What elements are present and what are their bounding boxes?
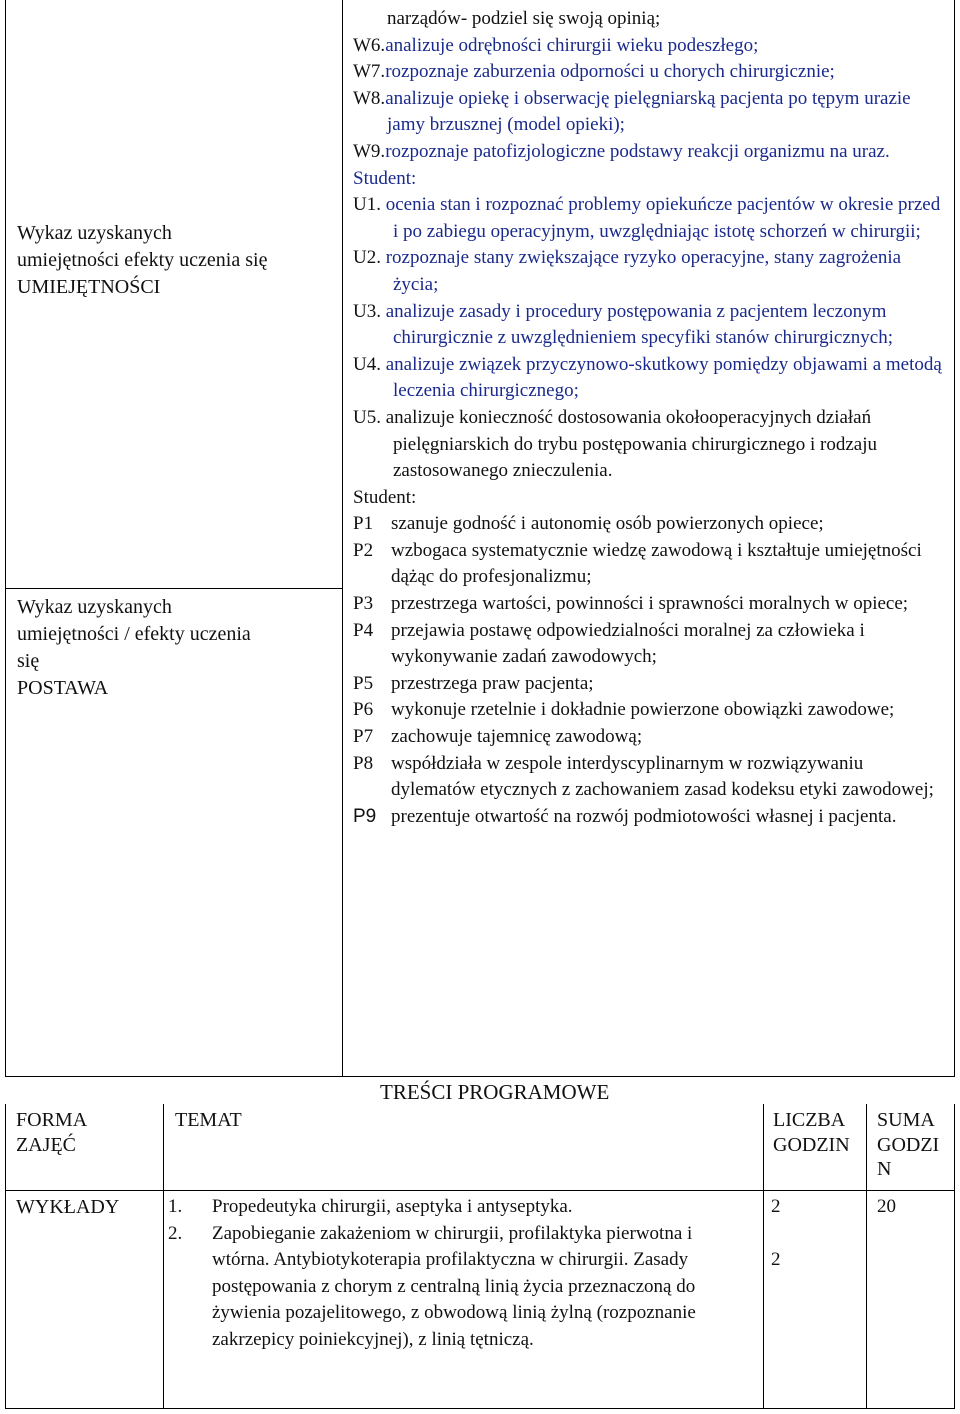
knowledge-text: rozpoznaje patofizjologiczne podstawy reakcji organizmu na uraz. bbox=[385, 140, 890, 162]
skill-code: U3. bbox=[353, 300, 381, 322]
table-border-left bbox=[5, 0, 6, 1076]
row-sum: 20 bbox=[877, 1196, 896, 1217]
header-suma: SUMA GODZIN bbox=[877, 1109, 940, 1180]
attitude-item bbox=[353, 618, 943, 671]
table-border-middle bbox=[342, 0, 343, 1076]
attitude-text: współdziała w zespole interdyscyplinarnym w rozwiązywaniu dylematów etycznych z zachowaniem zasad kodeksu etyki zawodowej; bbox=[391, 752, 934, 801]
attitude-item bbox=[353, 591, 943, 618]
postawa-label bbox=[17, 594, 337, 702]
skill-code: U1. bbox=[353, 194, 381, 216]
lower-border-temat bbox=[763, 1104, 764, 1408]
attitude-text: szanuje godność i autonomię osób powierzonych opiece; bbox=[391, 513, 824, 535]
lower-border-liczba bbox=[866, 1104, 867, 1408]
label-line: UMIEJĘTNOŚCI bbox=[17, 276, 161, 298]
student-label: Student: bbox=[353, 486, 417, 508]
knowledge-code: W7. bbox=[353, 61, 386, 83]
attitude-item bbox=[353, 671, 943, 698]
attitude-item bbox=[353, 697, 943, 724]
attitude-text: przestrzega wartości, powinności i sprawności moralnych w opiece; bbox=[391, 593, 909, 615]
row-forma: WYKŁADY bbox=[16, 1196, 120, 1218]
attitude-text: zachowuje tajemnicę zawodową; bbox=[391, 726, 643, 748]
attitude-code: P8 bbox=[353, 752, 374, 774]
skill-text: analizuje konieczność dostosowania okołooperacyjnych działań pielęgniarskich do trybu postępowania chirurgicznego i rodzaju zastosowanego znieczulenia. bbox=[385, 406, 877, 482]
header-forma: FORMA ZAJĘĆ bbox=[16, 1109, 87, 1156]
topic-number: 2. bbox=[168, 1222, 183, 1244]
table-border-bottom bbox=[5, 1076, 955, 1077]
skill-item bbox=[353, 299, 943, 352]
program-title: TREŚCI PROGRAMOWE bbox=[380, 1080, 610, 1104]
topics-list bbox=[168, 1194, 738, 1354]
attitude-text: przejawia postawę odpowiedzialności moralnej za człowieka i wykonywanie zadań zawodowych; bbox=[391, 619, 865, 668]
attitude-item bbox=[353, 511, 943, 538]
topic-item bbox=[168, 1194, 738, 1221]
lower-border-forma bbox=[163, 1104, 164, 1408]
header-temat: TEMAT bbox=[175, 1109, 242, 1131]
attitude-item bbox=[353, 804, 943, 831]
lower-border-bottom bbox=[5, 1408, 955, 1409]
knowledge-code: W9. bbox=[353, 140, 386, 162]
skill-code: U2. bbox=[353, 247, 381, 269]
lower-header-divider bbox=[5, 1190, 955, 1191]
umiejetnosci-label bbox=[17, 220, 337, 301]
attitude-code: P7 bbox=[353, 726, 374, 748]
lower-border-right bbox=[954, 1104, 955, 1408]
skill-item bbox=[353, 352, 943, 405]
knowledge-text: analizuje odrębności chirurgii wieku podeszłego; bbox=[385, 34, 759, 56]
outcomes-content bbox=[353, 6, 943, 830]
attitude-code: P6 bbox=[353, 699, 374, 721]
attitude-code: P4 bbox=[353, 619, 374, 641]
skill-code: U5. bbox=[353, 406, 381, 428]
row-topics bbox=[168, 1194, 738, 1354]
row-hours-2: 2 bbox=[771, 1249, 781, 1270]
knowledge-text: analizuje opiekę i obserwację pielęgniarską pacjenta po tępym urazie jamy brzusznej (model opieki); bbox=[385, 87, 911, 136]
attitude-code: P2 bbox=[353, 539, 374, 561]
attitude-item bbox=[353, 751, 943, 804]
lower-border-left bbox=[5, 1104, 6, 1408]
label-line: umiejętności efekty uczenia się bbox=[17, 249, 268, 271]
topic-number: 1. bbox=[168, 1196, 183, 1217]
topic-item bbox=[168, 1221, 738, 1354]
attitude-code: P5 bbox=[353, 672, 374, 694]
knowledge-item bbox=[353, 139, 943, 166]
label-line: się bbox=[17, 650, 40, 672]
knowledge-item bbox=[353, 86, 943, 139]
skill-text: analizuje związek przyczynowo-skutkowy pomiędzy objawami a metodą leczenia chirurgicznego; bbox=[385, 353, 942, 402]
attitudes-list bbox=[353, 511, 943, 830]
attitude-text: wykonuje rzetelnie i dokładnie powierzone obowiązki zawodowe; bbox=[391, 699, 895, 721]
skill-text: ocenia stan i rozpoznać problemy opiekuńcze pacjentów w okresie przed i po zabiegu operacyjnym, uwzględniając istotę schorzeń w chirurgii; bbox=[385, 194, 941, 242]
skill-item bbox=[353, 405, 943, 485]
topic-text: Propedeutyka chirurgii, aseptyka i antyseptyka. bbox=[212, 1196, 573, 1217]
attitude-text: prezentuje otwartość na rozwój podmiotowości własnej i pacjenta. bbox=[391, 805, 897, 827]
attitude-code: P3 bbox=[353, 593, 374, 615]
table-border-right bbox=[954, 0, 955, 1076]
label-line: Wykaz uzyskanych bbox=[17, 222, 172, 244]
skill-item bbox=[353, 192, 943, 245]
attitude-item bbox=[353, 724, 943, 751]
skill-code: U4. bbox=[353, 353, 381, 375]
label-line: POSTAWA bbox=[17, 677, 109, 699]
knowledge-item bbox=[353, 6, 943, 33]
knowledge-code: W6. bbox=[353, 34, 386, 56]
skill-item bbox=[353, 245, 943, 298]
skill-text: rozpoznaje stany zwiększające ryzyko operacyjne, stany zagrożenia życia; bbox=[385, 247, 902, 295]
attitude-text: wzbogaca systematycznie wiedzę zawodową i kształtuje umiejętności dążąc do profesjonalizmu; bbox=[391, 539, 922, 588]
knowledge-item bbox=[353, 33, 943, 60]
knowledge-text: narządów- podziel się swoją opinią; bbox=[387, 8, 661, 29]
knowledge-item bbox=[353, 59, 943, 86]
skill-text: analizuje zasady i procedury postępowania z pacjentem leczonym chirurgicznie z uwzględnieniem specyfiki stanów chirurgicznych; bbox=[385, 300, 893, 349]
attitude-code: P9 bbox=[353, 805, 377, 827]
topic-text: Zapobieganie zakażeniom w chirurgii, profilaktyka pierwotna i wtórna. Antybiotykoterapia profilaktyczna w chirurgii. Zasady postępowania z chorym z centralną linią życia przeznaczoną do żywienia pozajelitowego, z obwodową linią żylną (rozpoznanie zakrzepicy poiniekcyjnej), z linią tętniczą. bbox=[212, 1222, 696, 1350]
attitude-item bbox=[353, 538, 943, 591]
label-line: umiejętności / efekty uczenia bbox=[17, 623, 251, 645]
knowledge-code: W8. bbox=[353, 87, 386, 109]
row-divider-umiejetnosci-postawa bbox=[5, 588, 343, 589]
attitude-text: przestrzega praw pacjenta; bbox=[391, 672, 594, 694]
attitude-code: P1 bbox=[353, 513, 374, 535]
row-hours-1: 2 bbox=[771, 1196, 781, 1217]
student-label: Student: bbox=[353, 167, 417, 189]
label-line: Wykaz uzyskanych bbox=[17, 596, 172, 618]
knowledge-text: rozpoznaje zaburzenia odporności u chorych chirurgicznie; bbox=[385, 61, 835, 83]
header-liczba: LICZBA GODZIN bbox=[773, 1109, 850, 1156]
